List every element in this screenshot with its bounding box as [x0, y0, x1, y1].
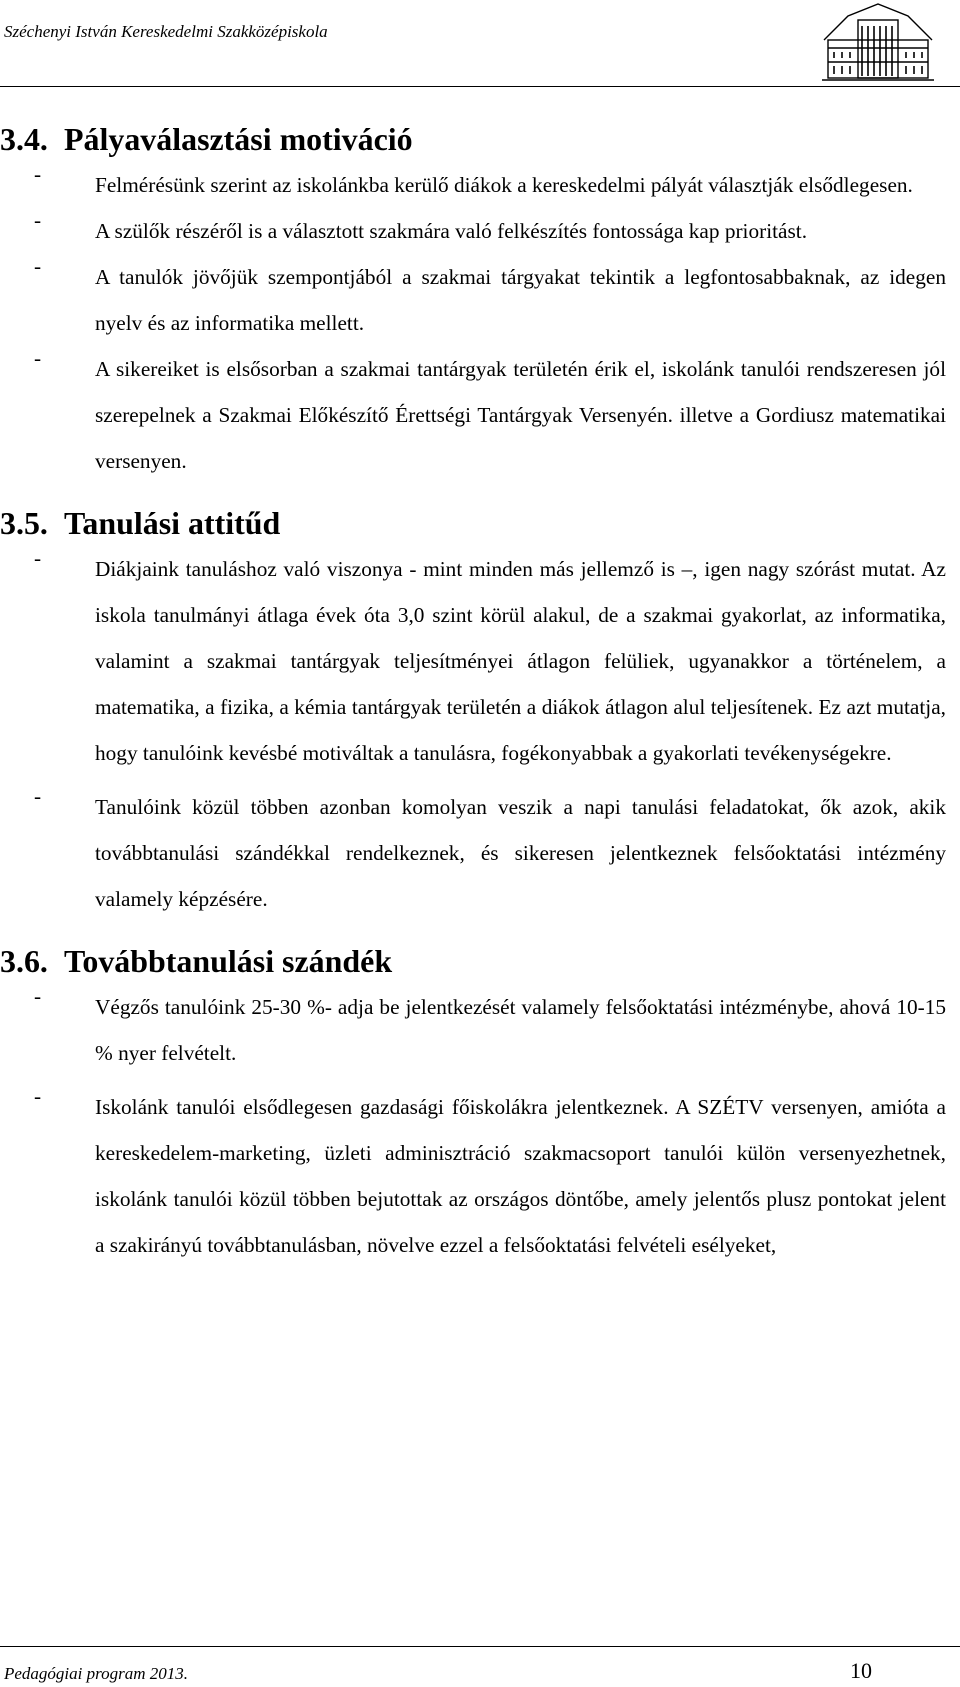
list-item-text: A szülők részéről is a választott szakmára való felkészítés fontossága kap prioritást.: [95, 219, 808, 243]
school-name: Széchenyi István Kereskedelmi Szakközépiskola: [4, 22, 328, 41]
list-dash: -: [34, 1084, 42, 1108]
list-item: [0, 208, 946, 254]
section-title: Továbbtanulási szándék: [64, 944, 393, 979]
header-divider: [0, 86, 960, 87]
section-3-5: [0, 502, 946, 922]
list-item: [0, 1084, 946, 1268]
list-item: [0, 346, 946, 484]
section-heading: [0, 118, 946, 162]
list-item: [0, 162, 946, 208]
list-dash: -: [34, 208, 42, 232]
document-body: [0, 118, 946, 1268]
list-item-text: Iskolánk tanulói elsődlegesen gazdasági főiskolákra jelentkeznek. A SZÉTV versenyen, amióta a kereskedelem-marketing, üzleti adminisztráció szakmacsoport tanulói külön versenyezhetnek, iskolánk tanulói közül többen bejutottak az országos döntőbe, amely jelentős plusz pontokat jelent a szakirányú továbbtanulásban, növelve ezzel a felsőoktatási felvételi esélyeket,: [95, 1095, 946, 1257]
list-item-text: A tanulók jövőjük szempontjából a szakmai tárgyakat tekintik a legfontosabbaknak, az idegen nyelv és az informatika mellett.: [95, 265, 946, 335]
list-item-text: Felmérésünk szerint az iskolánkba kerülő diákok a kereskedelmi pályát választják elsődlegesen.: [95, 173, 913, 197]
section-heading: [0, 940, 946, 984]
section-number: 3.5.: [0, 506, 48, 541]
section-title: Pályaválasztási motiváció: [64, 122, 413, 157]
list-dash: -: [34, 984, 42, 1008]
footer-divider: [0, 1646, 960, 1647]
page-number: 10: [850, 1658, 872, 1683]
section-3-6: [0, 940, 946, 1268]
list-item: [0, 984, 946, 1076]
footer-program: Pedagógiai program 2013.: [4, 1664, 189, 1683]
list-item: [0, 546, 946, 776]
list-item: [0, 784, 946, 922]
school-building-icon: [818, 0, 938, 84]
section-heading: [0, 502, 946, 546]
page-footer: [0, 1646, 960, 1687]
list-dash: -: [34, 346, 42, 370]
section-number: 3.6.: [0, 944, 48, 979]
section-number: 3.4.: [0, 122, 48, 157]
list-dash: -: [34, 162, 42, 186]
list-dash: -: [34, 546, 42, 570]
list-item-text: Diákjaink tanuláshoz való viszonya - mint minden más jellemző is –, igen nagy szórást mutat. Az iskola tanulmányi átlaga évek óta 3,0 szint körül alakul, de a szakmai gyakorlat, az informatika, valamint a szakmai tantárgyak teljesítményei átlagon felüliek, ugyanakkor a történelem, a matematika, a fizika, a kémia tantárgyak területén a diákok átlagon alul teljesítenek. Ez azt mutatja, hogy tanulóink kevésbé motiváltak a tanulásra, fogékonyabbak a gyakorlati tevékenységekre.: [95, 557, 946, 765]
list-dash: -: [34, 254, 42, 278]
list-dash: -: [34, 784, 42, 808]
list-item-text: A sikereiket is elsősorban a szakmai tantárgyak területén érik el, iskolánk tanulói rendszeresen jól szerepelnek a Szakmai Előkészítő Érettségi Tantárgyak Versenyén. illetve a Gordiusz matematikai versenyen.: [95, 357, 946, 473]
section-3-4: [0, 118, 946, 484]
list-item-text: Tanulóink közül többen azonban komolyan veszik a napi tanulási feladatokat, ők azok, akik továbbtanulási szándékkal rendelkeznek, és sikeresen jelentkeznek felsőoktatási intézmény valamely képzésére.: [95, 795, 946, 911]
page-header: [0, 0, 960, 88]
section-title: Tanulási attitűd: [64, 506, 281, 541]
list-item: [0, 254, 946, 346]
list-item-text: Végzős tanulóink 25-30 %- adja be jelentkezését valamely felsőoktatási intézménybe, ahová 10-15 % nyer felvételt.: [95, 995, 946, 1065]
